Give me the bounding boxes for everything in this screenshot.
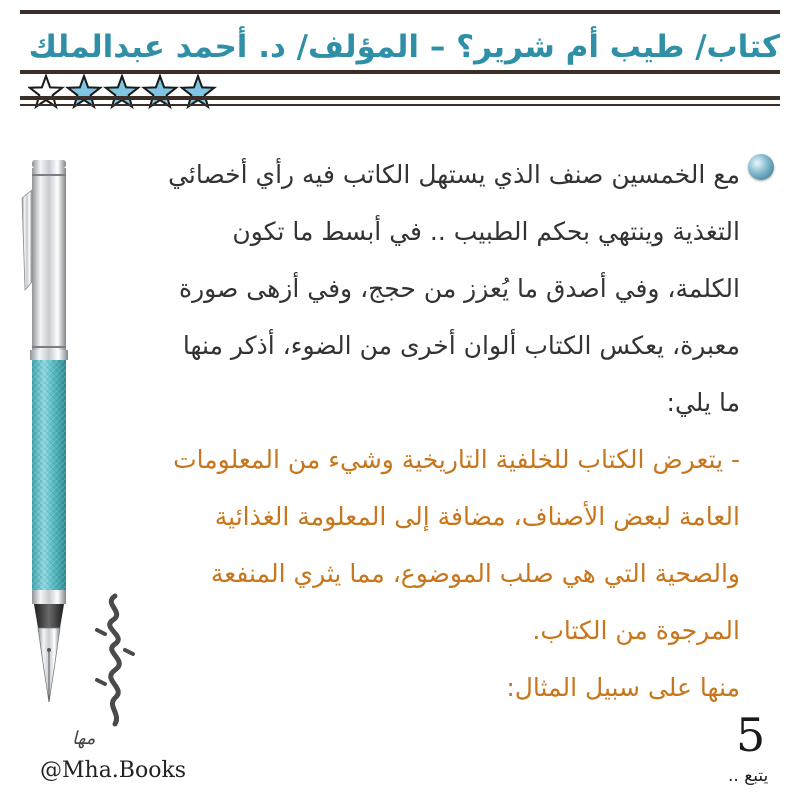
page-title: كتاب/ طيب أم شرير؟ – المؤلف/ د. أحمد عبدالملك [28, 29, 780, 65]
page-number: 5 [736, 708, 766, 762]
star-empty-icon [30, 76, 62, 107]
history-point: - يتعرض الكتاب للخلفية التاريخية وشيء من المعلومات العامة لبعض الأصناف، مضافة إلى المعلومة الغذائية والصحية التي هي صلب الموضوع، مما يثري المنفعة المرجوة من الكتاب. [173, 445, 740, 645]
star-filled-icon [68, 76, 100, 107]
star-filled-icon [182, 76, 214, 107]
examples-intro: منها على سبيل المثال: [506, 673, 740, 702]
continued-label: يتبع .. [728, 766, 769, 786]
top-rule [20, 10, 780, 14]
fountain-pen-icon [10, 150, 90, 710]
intro-paragraph: مع الخمسين صنف الذي يستهل الكاتب فيه رأي أخصائي التغذية وينتهي بحكم الطبيب .. في أبسط ما تكون الكلمة، وفي أصدق ما يُعزز من حجج، وفي أزهى صورة معبرة، يعكس الكتاب ألوان أخرى من الضوء، أذكر منها ما يلي: [168, 160, 740, 417]
star-filled-icon [144, 76, 176, 107]
rating-rule-thin [20, 104, 780, 106]
rating-rule [20, 96, 780, 100]
bullet-sphere-icon [748, 154, 774, 180]
star-filled-icon [106, 76, 138, 107]
review-body [155, 146, 740, 716]
signature-icon [85, 590, 145, 730]
author-handle: @Mha.Books [40, 758, 187, 783]
signature-text: مها [72, 728, 96, 749]
